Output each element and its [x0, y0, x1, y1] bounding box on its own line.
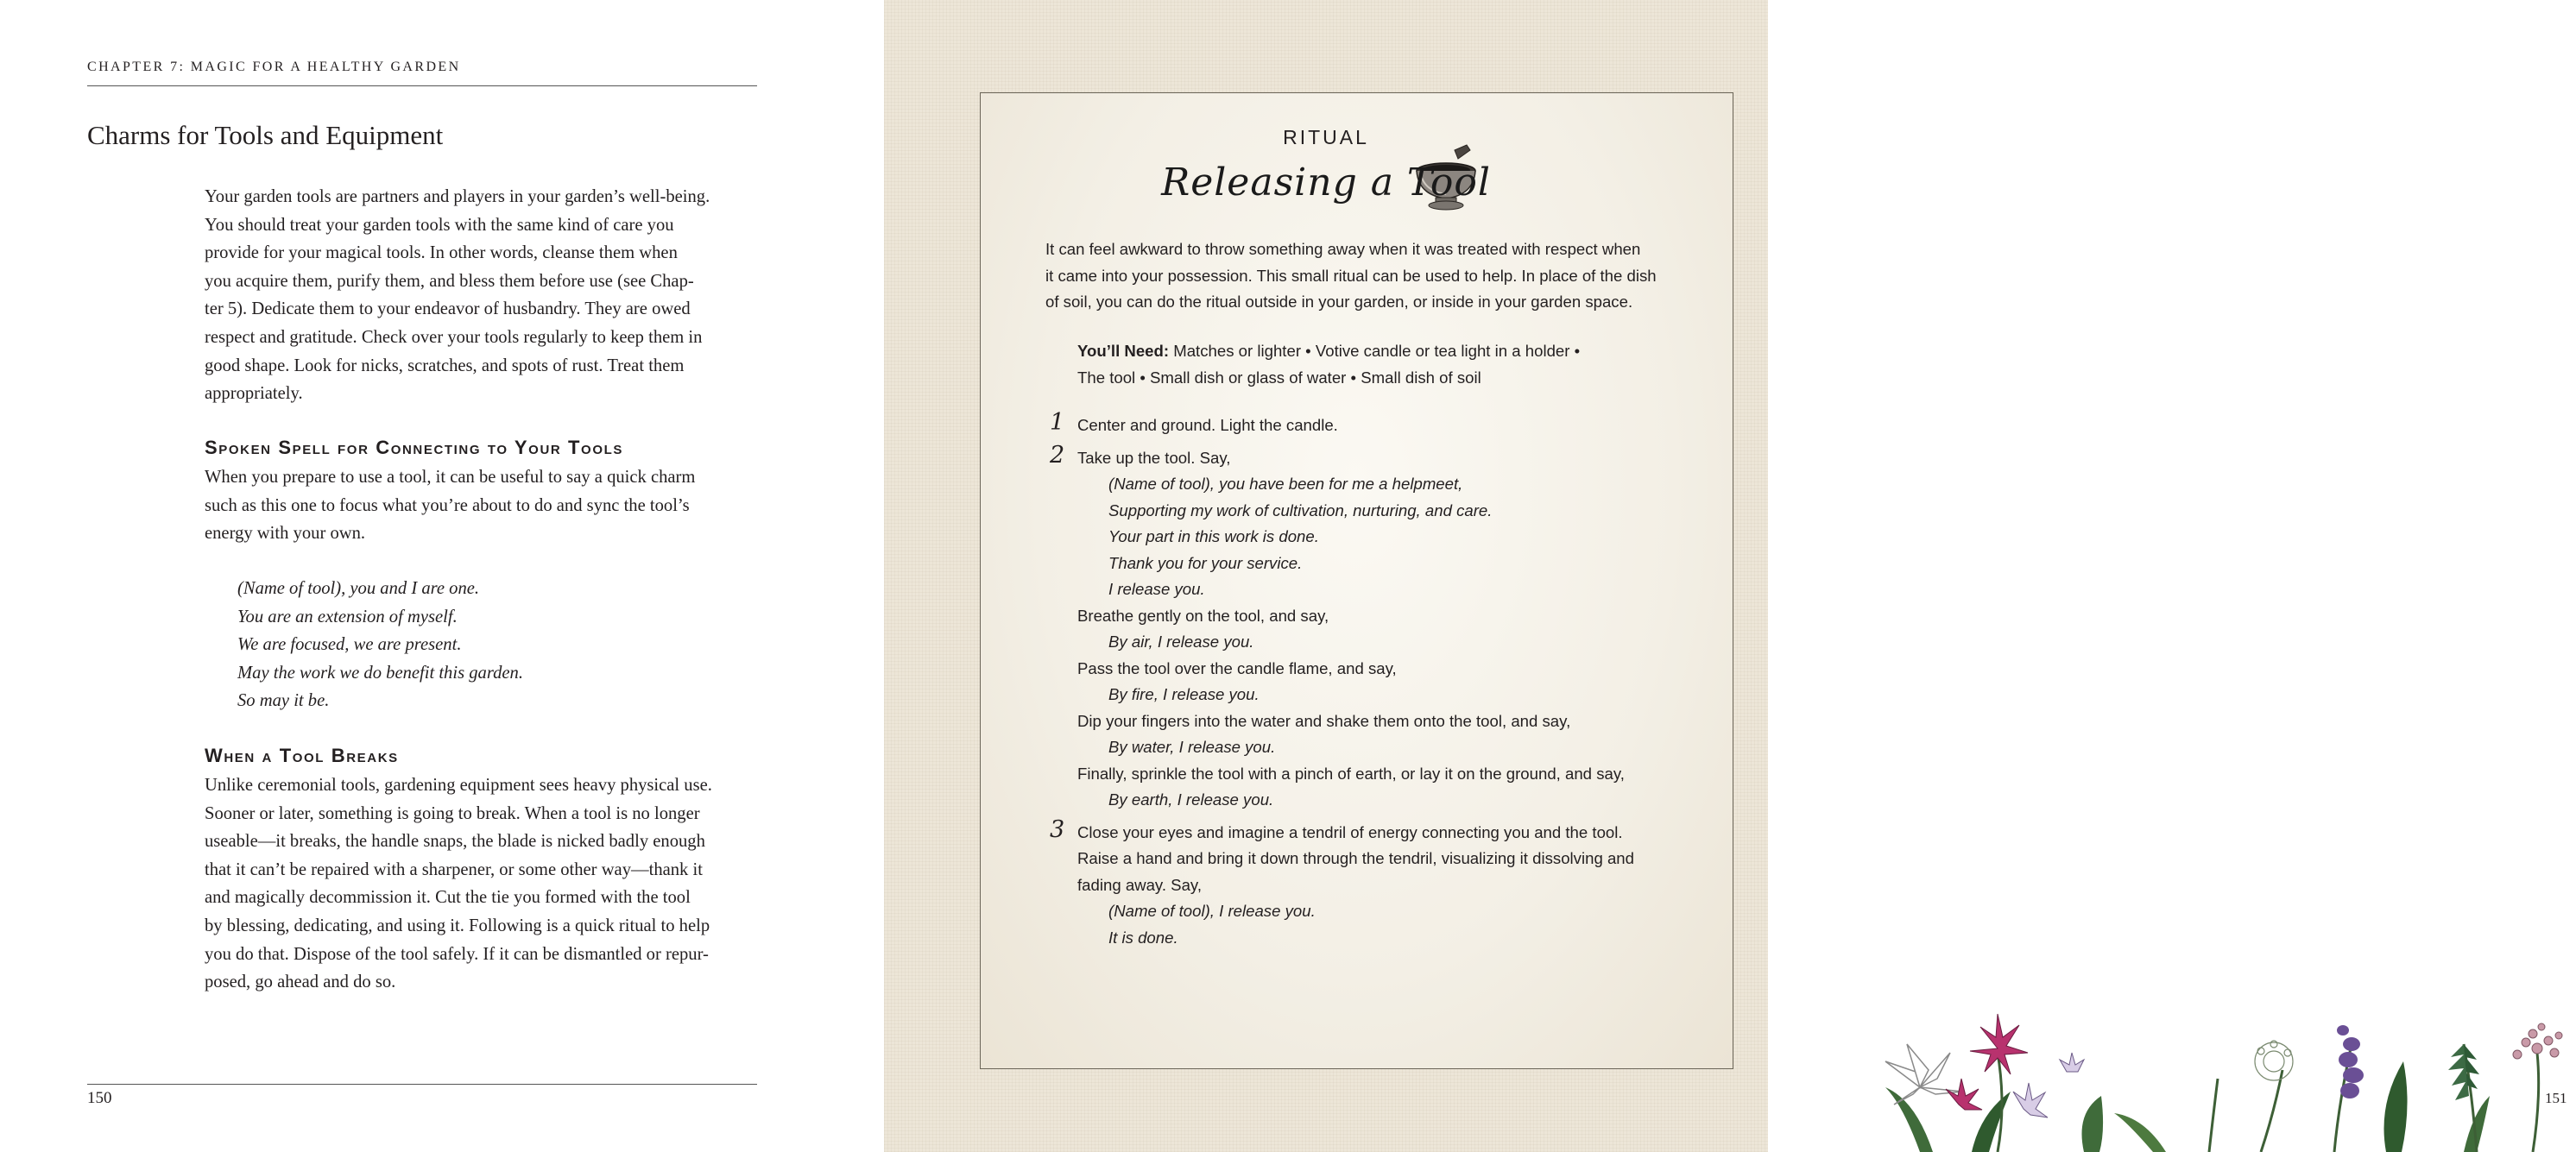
text-line: ter 5). Dedicate them to your endeavor of husbandry. They are owed — [205, 299, 691, 319]
text-line: by blessing, dedicating, and using it. Following is a quick ritual to help — [205, 916, 710, 935]
step-text: Raise a hand and bring it down through the tendril, visualizing it dissolving and — [1077, 849, 1634, 867]
verse-line: (Name of tool), you and I are one. — [237, 579, 480, 598]
page-number-left: 150 — [87, 1089, 112, 1107]
spell-verse — [237, 575, 523, 715]
incantation-line: Your part in this work is done. — [1108, 527, 1319, 545]
section-title: Charms for Tools and Equipment — [87, 120, 444, 150]
ritual-needs — [1077, 338, 1664, 391]
header-rule — [87, 85, 757, 86]
text-line: good shape. Look for nicks, scratches, and spots of rust. Treat them — [205, 356, 685, 375]
text-line: posed, go ahead and do so. — [205, 973, 396, 992]
text-line: useable—it breaks, the handle snaps, the blade is nicked badly enough — [205, 832, 705, 852]
step-line — [1050, 815, 1682, 847]
text-line: of soil, you can do the ritual outside in your garden, or inside in your garden space. — [1045, 293, 1633, 312]
step-number: 2 — [1050, 441, 1065, 469]
text-line: Your garden tools are partners and players in your garden’s well-being. — [205, 187, 710, 206]
incantation-line: (Name of tool), you have been for me a helpmeet, — [1108, 475, 1463, 493]
spell-heading: Spoken Spell for Connecting to Your Tools — [205, 437, 623, 458]
incantation-line: It is done. — [1108, 928, 1178, 947]
step-line — [1050, 441, 1682, 472]
step-text: Close your eyes and imagine a tendril of energy connecting you and the tool. — [1077, 822, 1623, 841]
incantation-line: (Name of tool), I release you. — [1108, 902, 1316, 920]
needs-label: You’ll Need: — [1077, 342, 1170, 360]
incantation-line: By fire, I release you. — [1108, 685, 1260, 703]
step-number: 3 — [1050, 815, 1065, 843]
step-text: fading away. Say, — [1077, 875, 1203, 894]
incantation-line: By water, I release you. — [1108, 738, 1276, 756]
botanical-border-illustration — [1868, 1010, 2576, 1152]
text-line: and magically decommission it. Cut the tie you formed with the tool — [205, 888, 691, 908]
step-text: Breathe gently on the tool, and say, — [1077, 606, 1329, 625]
text-line: provide for your magical tools. In other words, cleanse them when — [205, 243, 678, 263]
text-line: you do that. Dispose of the tool safely. If it can be dismantled or repur- — [205, 944, 709, 964]
text-line: energy with your own. — [205, 524, 366, 544]
ritual-label: RITUAL — [1283, 126, 1369, 148]
text-line: Unlike ceremonial tools, gardening equipment sees heavy physical use. — [205, 776, 712, 795]
incantation-line: I release you. — [1108, 580, 1205, 598]
text-line: Sooner or later, something is going to break. When a tool is no longer — [205, 803, 700, 823]
verse-line: You are an extension of myself. — [237, 607, 458, 626]
incantation-line: Thank you for your service. — [1108, 553, 1303, 572]
step-number: 1 — [1050, 409, 1065, 436]
step-text: Center and ground. Light the candle. — [1077, 416, 1338, 434]
step-text: Finally, sprinkle the tool with a pinch of earth, or lay it on the ground, and say, — [1077, 764, 1625, 783]
step-line — [1050, 409, 1682, 439]
text-line: appropriately. — [205, 384, 303, 404]
text-line: it came into your possession. This small ritual can be used to help. In place of the dish — [1045, 266, 1657, 285]
page-number-right: 151 — [2545, 1090, 2567, 1106]
text-line: You should treat your garden tools with the same kind of care you — [205, 215, 674, 235]
incantation-line: By earth, I release you. — [1108, 790, 1274, 809]
breaks-heading-block — [205, 745, 757, 767]
needs-line: The tool • Small dish or glass of water • Small dish of soil — [1077, 368, 1481, 387]
text-line: It can feel awkward to throw something away when it was treated with respect when — [1045, 240, 1641, 258]
incantation-line: Supporting my work of cultivation, nurturing, and care. — [1108, 500, 1493, 519]
needs-line — [1077, 338, 1664, 365]
verse-line: We are focused, we are present. — [237, 635, 462, 655]
spell-paragraph — [205, 463, 757, 548]
left-page — [0, 0, 884, 1152]
verse-line: So may it be. — [237, 691, 330, 711]
text-line: respect and gratitude. Check over your tools regularly to keep them in — [205, 327, 703, 347]
breaks-heading: When a Tool Breaks — [205, 745, 399, 766]
spell-heading-block — [205, 437, 757, 459]
text-line: such as this one to focus what you’re about to do and sync the tool’s — [205, 495, 690, 515]
ritual-intro — [1045, 236, 1657, 316]
running-head: CHAPTER 7: MAGIC FOR A HEALTHY GARDEN — [87, 60, 461, 74]
needs-items: Matches or lighter • Votive candle or tea light in a holder • — [1169, 342, 1581, 360]
text-line: you acquire them, purify them, and bless them before use (see Chap- — [205, 271, 694, 291]
breaks-paragraph — [205, 771, 757, 997]
text-line: that it can’t be repaired with a sharpener, or some other way—thank it — [205, 859, 703, 879]
incantation-line: By air, I release you. — [1108, 633, 1254, 651]
verse-line: May the work we do benefit this garden. — [237, 663, 523, 683]
step-text: Take up the tool. Say, — [1077, 448, 1231, 467]
text-line: When you prepare to use a tool, it can be useful to say a quick charm — [205, 468, 696, 487]
intro-paragraph — [205, 183, 757, 408]
step-text: Pass the tool over the candle flame, and say, — [1077, 658, 1397, 677]
footer-rule — [87, 1084, 757, 1085]
step-text: Dip your fingers into the water and shake them onto the tool, and say, — [1077, 711, 1571, 730]
ritual-steps — [1050, 409, 1682, 951]
ritual-title: Releasing a Tool — [1161, 161, 1491, 205]
